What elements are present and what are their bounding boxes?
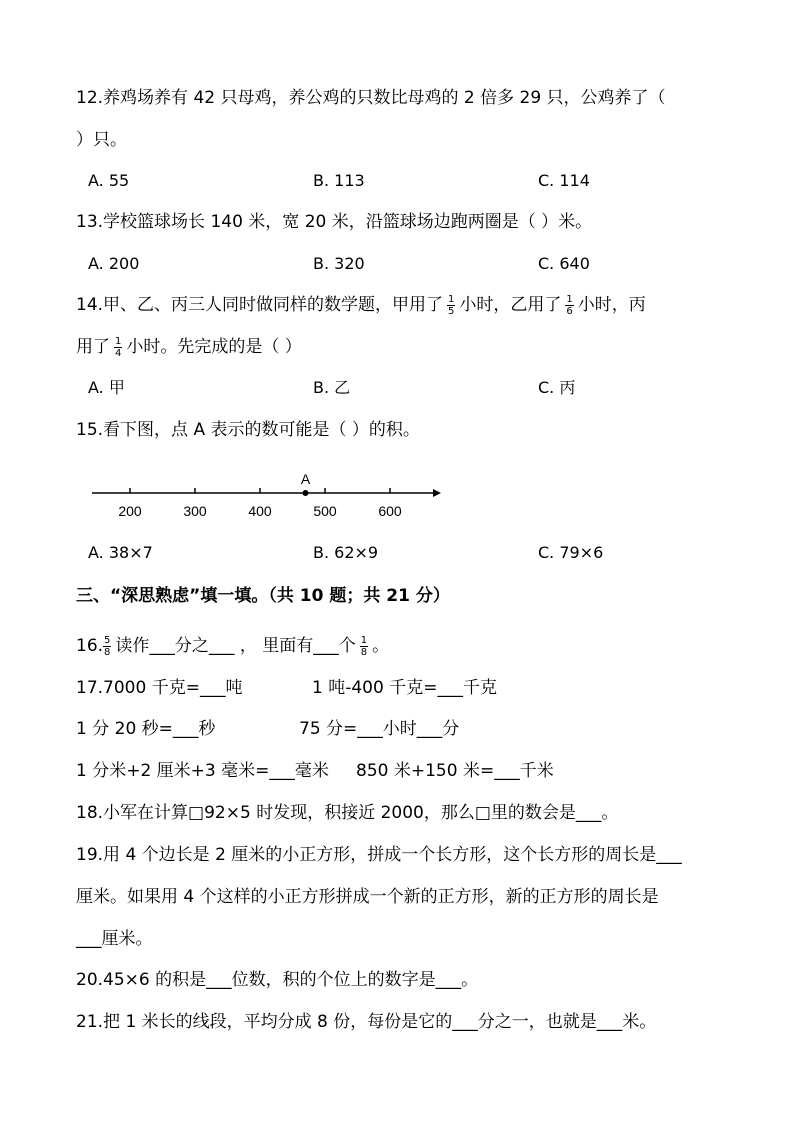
q14-option-c: C. 丙 — [538, 378, 576, 397]
q16-line1 — [76, 634, 389, 658]
q14-text-c: 小时，丙 — [577, 295, 646, 315]
q15-option-b: B. 62×9 — [313, 543, 379, 562]
q17-row2-b: 75 分=___小时___分 — [299, 719, 460, 739]
q14-line1 — [76, 293, 646, 317]
q18-line1: 18.小军在计算□92×5 时发现，积接近 2000，那么□里的数会是___。 — [76, 803, 619, 823]
q17-row3-a: 1 分米+2 厘米+3 毫米=___毫米 — [76, 761, 329, 781]
q19-line2: 厘米。如果用 4 个这样的小正方形拼成一个新的正方形，新的正方形的周长是 — [76, 887, 659, 907]
q14-line2 — [76, 335, 302, 359]
q14-text-a: 14.甲、乙、丙三人同时做同样的数学题，甲用了 — [76, 295, 444, 315]
q16-number: 16. — [76, 636, 104, 656]
q19-line1: 19.用 4 个边长是 2 厘米的小正方形，拼成一个长方形，这个长方形的周长是___ — [76, 845, 682, 865]
q16-text-a: 读作___分之___ ， 里面有___个 — [115, 636, 356, 656]
q17-row1-b: 1 吨-400 千克=___千克 — [312, 678, 497, 698]
q20-line1: 20.45×6 的积是___位数，积的个位上的数字是___。 — [76, 970, 479, 990]
q14-text-b: 小时，乙用了 — [459, 295, 562, 315]
q19-line3: ___厘米。 — [76, 929, 153, 949]
q13-line1: 13.学校篮球场长 140 米，宽 20 米，沿篮球场边跑两圈是（ ）米。 — [76, 212, 593, 232]
q12-line1: 12.养鸡场养有 42 只母鸡，养公鸡的只数比母鸡的 2 倍多 29 只，公鸡养了（ — [76, 88, 666, 108]
section-3-title: 三、“深思熟虑”填一填。（共 10 题；共 21 分） — [76, 586, 450, 606]
q14-fraction-1: $\frac{1}{5}$ — [448, 293, 455, 317]
q17-row3-b: 850 米+150 米=___千米 — [356, 761, 554, 781]
q15-option-c: C. 79×6 — [538, 543, 604, 562]
number-line-tick-label-500: 500 — [313, 503, 337, 519]
number-line-tick-label-300: 300 — [183, 503, 207, 519]
q16-text-b: 。 — [372, 636, 390, 656]
q14-fraction-2: $\frac{1}{6}$ — [566, 293, 573, 317]
q12-option-b: B. 113 — [313, 171, 365, 190]
q12-option-a: A. 55 — [88, 171, 130, 190]
point-a-dot — [303, 490, 309, 496]
q17-row2-a: 1 分 20 秒=___秒 — [76, 719, 216, 739]
q14-option-b: B. 乙 — [313, 378, 351, 397]
q12-line2: ）只。 — [76, 130, 127, 150]
number-line-tick-label-600: 600 — [378, 503, 402, 519]
q15-line1: 15.看下图，点 A 表示的数可能是（ ）的积。 — [76, 420, 420, 440]
q12-option-c: C. 114 — [538, 171, 590, 190]
number-line-arrow-icon — [433, 489, 441, 497]
point-a-label: A — [300, 471, 311, 487]
q16-fraction-1: $\frac{5}{8}$ — [104, 634, 111, 658]
q17-row1-a: 17.7000 千克=___吨 — [76, 678, 243, 698]
number-line-tick-label-400: 400 — [248, 503, 272, 519]
q13-option-b: B. 320 — [313, 254, 365, 273]
q21-line1: 21.把 1 米长的线段，平均分成 8 份，每份是它的___分之一，也就是___米。 — [76, 1012, 657, 1032]
q14-text-d: 用了 — [76, 337, 110, 357]
q15-option-a: A. 38×7 — [88, 543, 153, 562]
q14-text-e: 小时。先完成的是（ ） — [126, 337, 302, 357]
q16-fraction-2: $\frac{1}{8}$ — [360, 634, 368, 658]
q13-option-a: A. 200 — [88, 254, 140, 273]
q14-fraction-3: $\frac{1}{4}$ — [115, 335, 122, 359]
q13-option-c: C. 640 — [538, 254, 590, 273]
q14-option-a: A. 甲 — [88, 378, 125, 397]
number-line-tick-label-200: 200 — [118, 503, 142, 519]
number-line-figure — [88, 466, 448, 526]
